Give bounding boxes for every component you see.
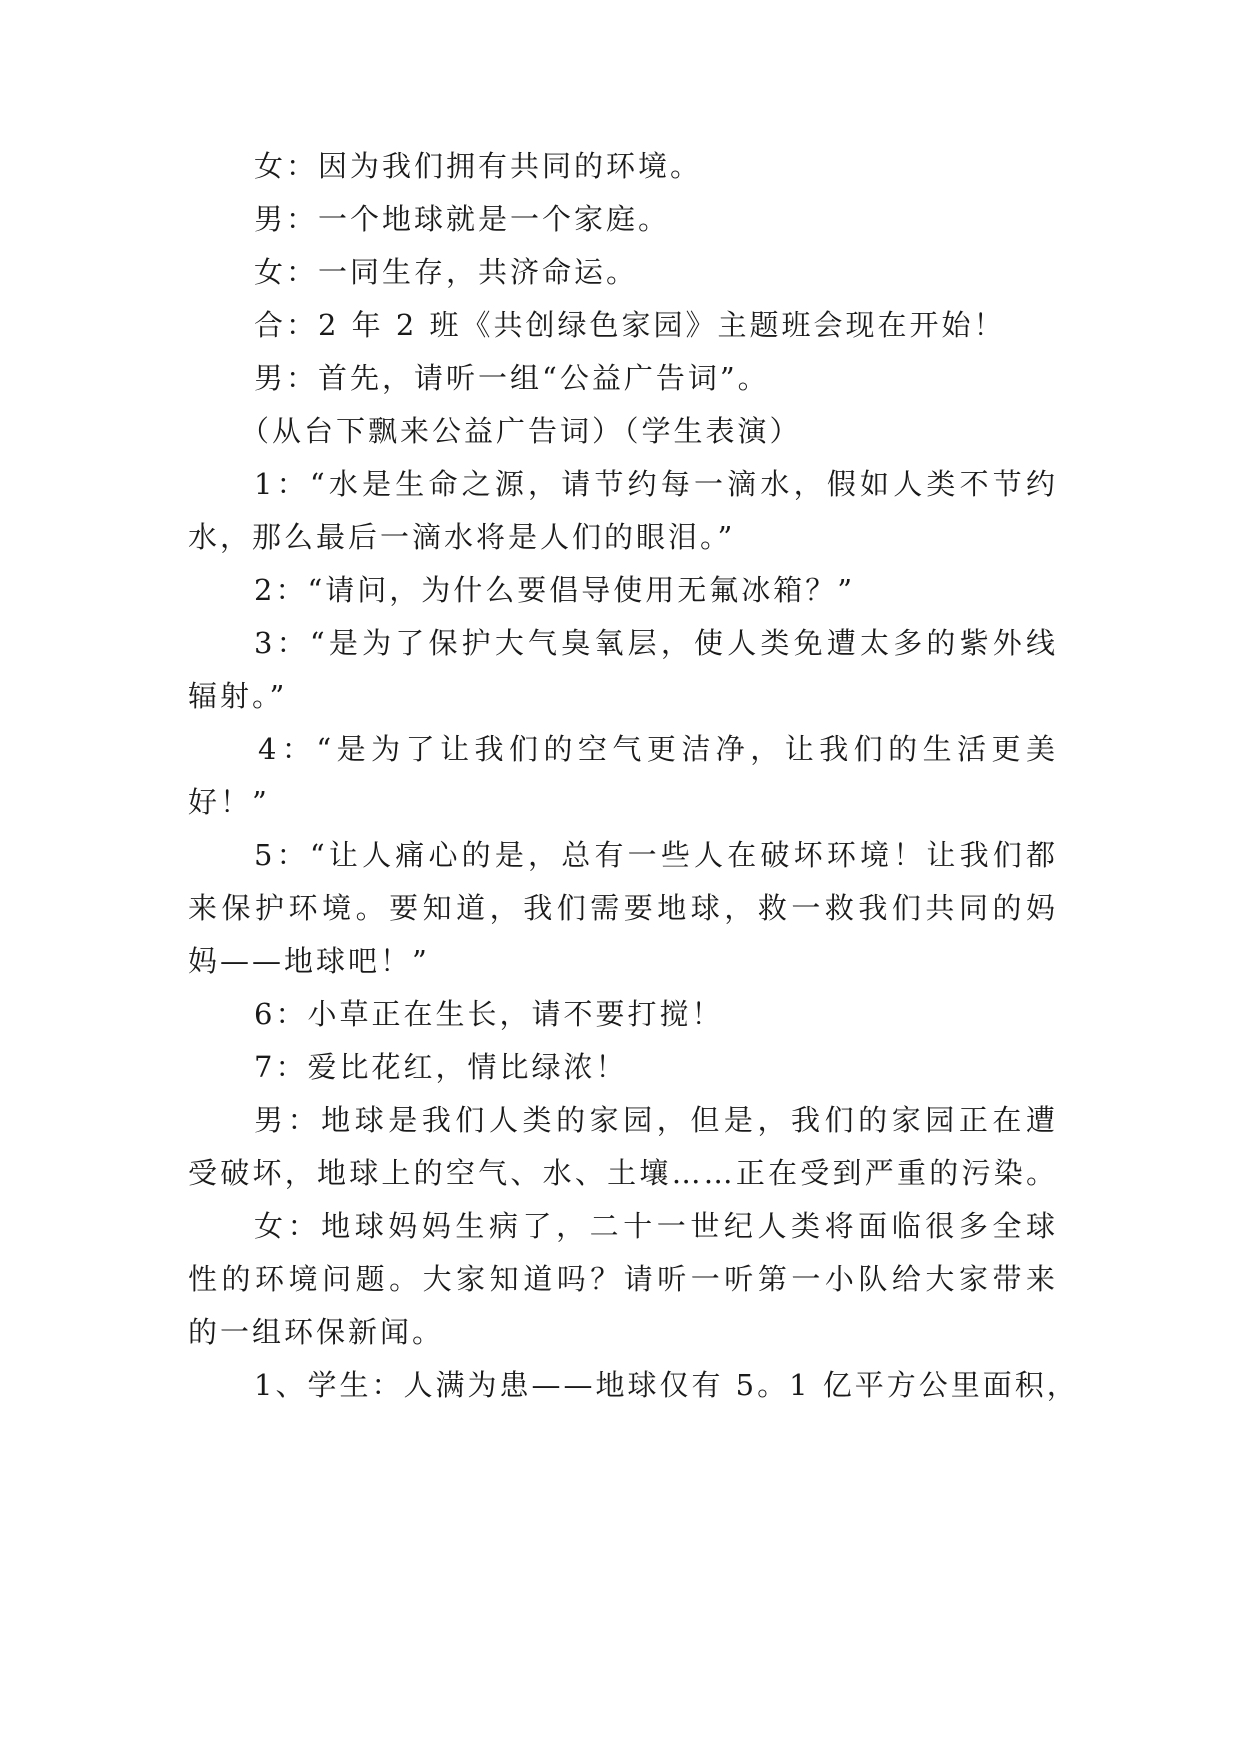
text-line: 3：“是为了保护大气臭氧层，使人类免遭太多的紫外线 (254, 626, 1058, 660)
text-line: 水，那么最后一滴水将是人们的眼泪。” (188, 520, 736, 554)
text-line: 7：爱比花红，情比绿浓！ (254, 1050, 628, 1084)
text-line: 来保护环境。要知道，我们需要地球，救一救我们共同的妈 (188, 891, 1058, 925)
text-line: 女：一同生存，共济命运。 (254, 255, 639, 289)
text-line: 男：一个地球就是一个家庭。 (254, 202, 671, 236)
text-line: 1、学生：人满为患——地球仅有 5。1 亿平方公里面积， (254, 1368, 1079, 1402)
text-line: 男：地球是我们人类的家园，但是，我们的家园正在遭 (254, 1103, 1058, 1137)
text-line: 6：小草正在生长，请不要打搅！ (254, 997, 724, 1031)
text-line: 2：“请问，为什么要倡导使用无氟冰箱？” (254, 573, 856, 607)
text-line: 女：因为我们拥有共同的环境。 (254, 149, 703, 183)
text-line: （从台下飘来公益广告词）（学生表演） (240, 414, 802, 448)
text-line: 男：首先，请听一组“公益广告词”。 (254, 361, 770, 395)
text-line: 妈——地球吧！” (188, 944, 430, 978)
text-line: 辐射。” (188, 679, 288, 713)
text-line: 5：“让人痛心的是，总有一些人在破坏环境！让我们都 (254, 838, 1058, 872)
text-line: 的一组环保新闻。 (188, 1315, 445, 1349)
text-line: 合：2 年 2 班《共创绿色家园》主题班会现在开始！ (254, 308, 1006, 342)
text-line: 受破坏，地球上的空气、水、土壤……正在受到严重的污染。 (188, 1156, 1058, 1190)
text-line: 4：“是为了让我们的空气更洁净，让我们的生活更美 (258, 732, 1058, 766)
text-line: 好！” (188, 785, 270, 819)
text-line: 女：地球妈妈生病了，二十一世纪人类将面临很多全球 (254, 1209, 1058, 1243)
text-line: 性的环境问题。大家知道吗？请听一听第一小队给大家带来 (188, 1262, 1058, 1296)
text-line: 1：“水是生命之源，请节约每一滴水，假如人类不节约 (254, 467, 1058, 501)
